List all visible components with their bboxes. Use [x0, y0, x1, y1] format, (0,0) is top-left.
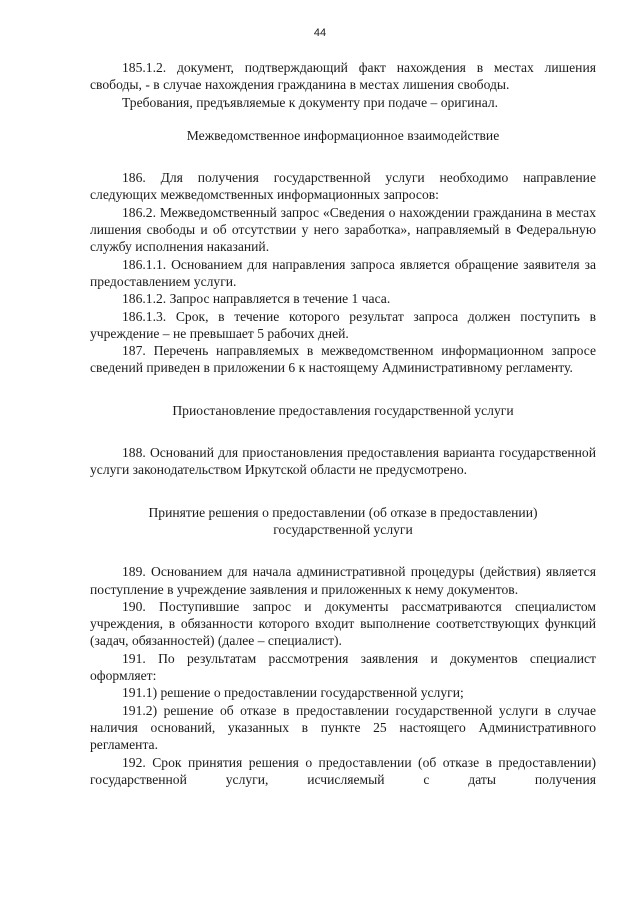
- paragraph-187: 187. Перечень направляемых в межведомственном информационном запросе сведений приведен в приложении 6 к настоящему Административному регламенту.: [90, 343, 596, 376]
- heading-interagency: Межведомственное информационное взаимодействие: [186, 127, 500, 143]
- paragraph-191-1: 191.1) решение о предоставлении государственной услуги;: [122, 685, 464, 701]
- heading-decision: [90, 504, 596, 539]
- paragraph-191-2: 191.2) решение об отказе в предоставлении государственной услуги в случае наличия оснований, указанных в пункте 25 настоящего Административного регламента.: [90, 702, 596, 753]
- paragraph-186-1-3: 186.1.3. Срок, в течение которого результат запроса должен поступить в учреждение – не превышает 5 рабочих дней.: [90, 308, 596, 341]
- paragraph-186: 186. Для получения государственной услуги необходимо направление следующих межведомственных информационных запросов:: [90, 170, 596, 203]
- paragraph-191: 191. По результатам рассмотрения заявления и документов специалист оформляет:: [90, 650, 596, 684]
- paragraph-192: 192. Срок принятия решения о предоставлении (об отказе в предоставлении) государственной услуги, исчисляемый с даты получения: [90, 754, 596, 787]
- paragraph-189: 189. Основанием для начала административной процедуры (действия) является поступление в учреждение заявления и приложенных к нему документов.: [90, 564, 596, 597]
- paragraph-185-1-2: 185.1.2. документ, подтверждающий факт нахождения в местах лишения свободы, - в случае нахождения гражданина в местах лишения свободы.: [90, 60, 596, 93]
- paragraph-188: 188. Оснований для приостановления предоставления варианта государственной услуги законодательством Иркутской области не предусмотрено.: [90, 445, 596, 478]
- page-number: 44: [313, 27, 327, 39]
- paragraph-190: 190. Поступившие запрос и документы рассматриваются специалистом учреждения, в обязанности которого входит выполнение соответствующих функций (задач, обязанностей) (далее – специалист).: [90, 598, 596, 649]
- heading-decision-line2: государственной услуги: [273, 521, 413, 537]
- paragraph-requirements: Требования, предъявляемые к документу при подаче – оригинал.: [122, 94, 499, 110]
- paragraph-186-1-1: 186.1.1. Основанием для направления запроса является обращение заявителя за предоставлением услуги.: [90, 256, 596, 289]
- heading-suspension: Приостановление предоставления государственной услуги: [172, 402, 514, 418]
- document-body: [90, 59, 596, 788]
- paragraph-186-1-2: 186.1.2. Запрос направляется в течение 1 часа.: [122, 291, 391, 307]
- heading-decision-line1: Принятие решения о предоставлении (об отказе в предоставлении): [148, 504, 538, 520]
- paragraph-186-2: 186.2. Межведомственный запрос «Сведения о нахождении гражданина в местах лишения свободы и об отсутствии у него заработка», направляемый в Федеральную службу исполнения наказаний.: [90, 204, 596, 255]
